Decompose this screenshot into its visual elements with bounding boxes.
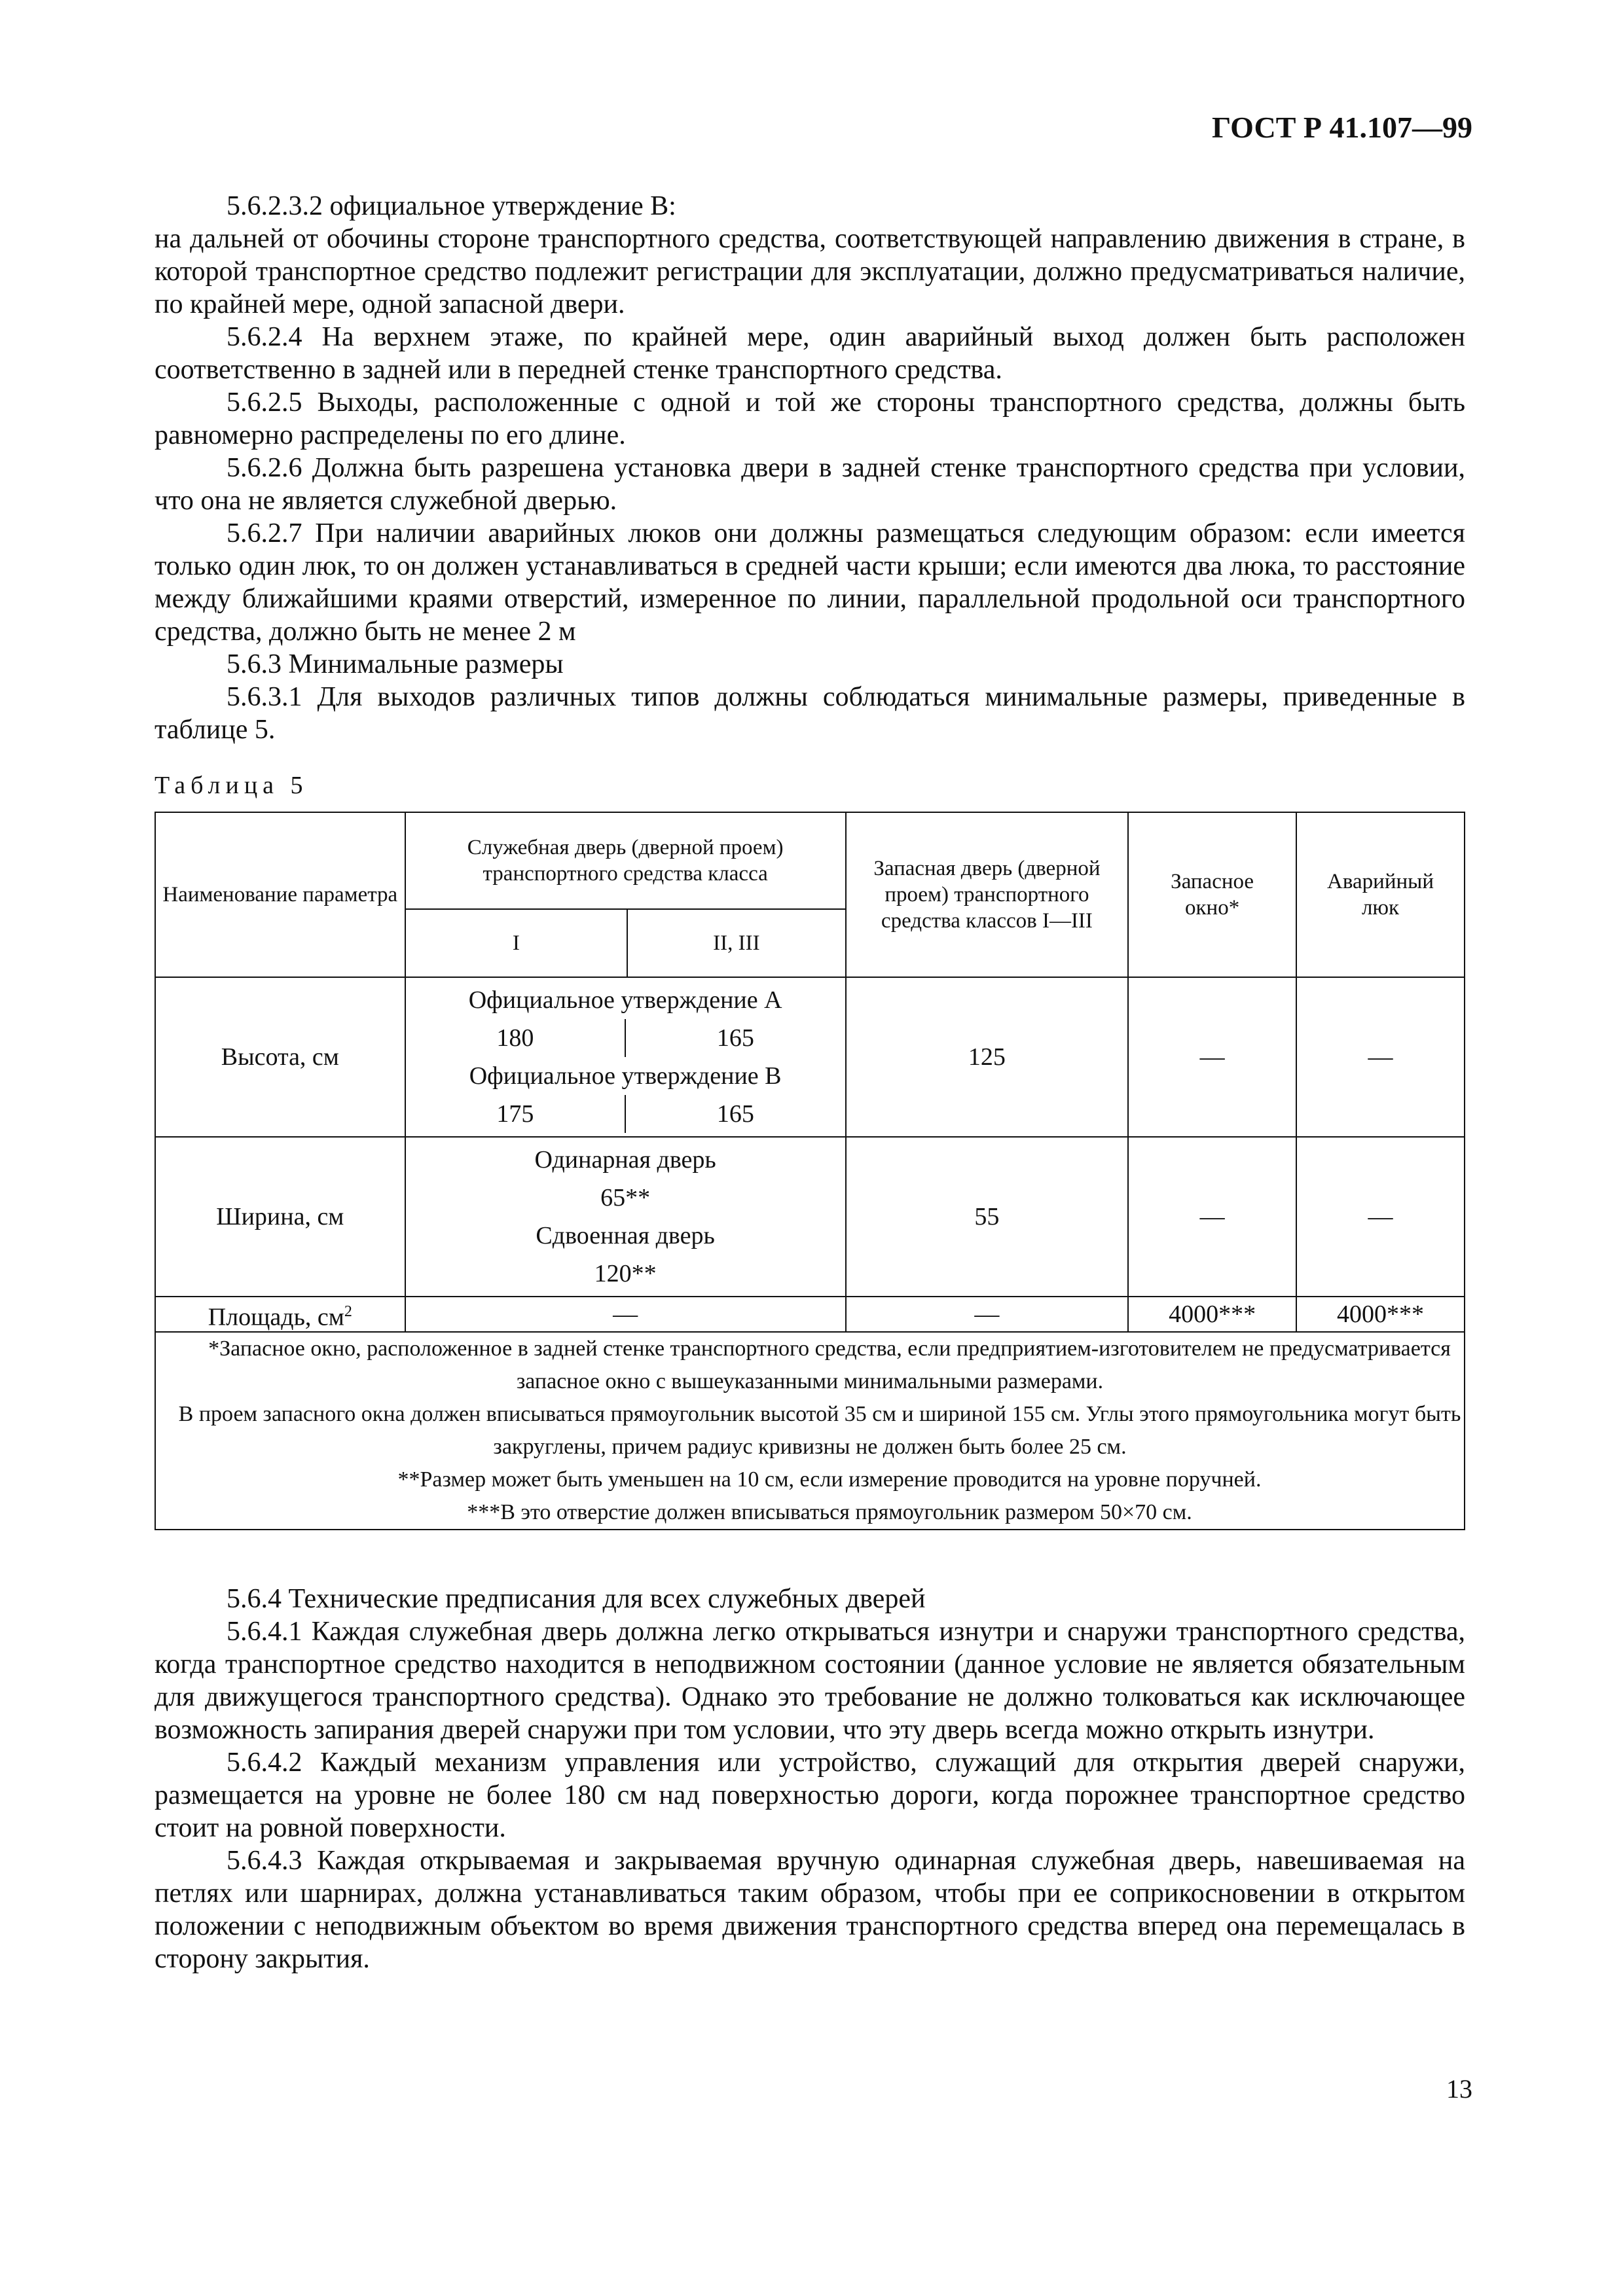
header-service-door: Служебная дверь (дверной проем) транспортного средства класса <box>405 812 846 909</box>
width-spare-door: 55 <box>846 1137 1129 1297</box>
width-service-values <box>405 1137 846 1297</box>
section-heading: 5.6.3 Минимальные размеры <box>227 649 564 679</box>
area-hatch: 4000*** <box>1296 1297 1465 1332</box>
section-heading: 5.6.4 Технические предписания для всех служебных дверей <box>227 1584 926 1614</box>
width-spare-window: — <box>1128 1137 1296 1297</box>
header-spare-window: Запасное окно* <box>1128 812 1296 977</box>
double-door-label: Сдвоенная дверь <box>536 1222 715 1249</box>
page-number: 13 <box>1446 2074 1472 2104</box>
table-note: *Запасное окно, расположенное в задней стенке транспортного средства, если предприятием-изготовителем не предусматривается запасное окно с вышеуказанными минимальными размерами. <box>208 1336 1451 1393</box>
paragraph: 5.6.2.6 Должна быть разрешена установка двери в задней стенке транспортного средства при условии, что она не является служебной дверью. <box>155 453 1465 516</box>
paragraph: 5.6.3.1 Для выходов различных типов должны соблюдаться минимальные размеры, приведенные в таблице 5. <box>155 682 1465 745</box>
paragraph: 5.6.4.2 Каждый механизм управления или устройство, служащий для открытия дверей снаружи, размещается на уровне не более 180 см над поверхностью дороги, когда порожнее транспортное средство стоит на ровной поверхности. <box>155 1748 1465 1843</box>
header-param: Наименование параметра <box>155 812 405 977</box>
height-spare-door: 125 <box>846 977 1129 1137</box>
approval-b-label: Официальное утверждение В <box>469 1062 782 1090</box>
double-door-value: 120** <box>594 1260 657 1287</box>
row-label-width: Ширина, см <box>155 1137 405 1297</box>
paragraph: 5.6.2.7 При наличии аварийных люков они должны размещаться следующим образом: если имеется только один люк, то он должен устанавливаться в средней части крыши; если имеются два люка, то расстояние между ближайшими краями отверстий, измеренное по линии, параллельной продольной оси транспортного средства, должно быть не менее 2 м <box>155 518 1465 647</box>
table-note: **Размер может быть уменьшен на 10 см, если измерение проводится на уровне поручней. <box>397 1467 1262 1492</box>
height-a-class-1: 180 <box>406 1019 627 1057</box>
approval-a-label: Официальное утверждение А <box>468 986 782 1014</box>
width-hatch: — <box>1296 1137 1465 1297</box>
row-label-area <box>155 1297 405 1332</box>
header-class-2-3: II, III <box>627 909 846 977</box>
paragraph: 5.6.4.3 Каждая открываемая и закрываемая вручную одинарная служебная дверь, навешиваемая на петлях или шарнирах, должна устанавливаться таким образом, чтобы при ее соприкосновении в открытом положении с неподвижным объектом во время движения транспортного средства вперед она перемещалась в сторону закрытия. <box>155 1846 1465 1974</box>
table-note: ***В это отверстие должен вписываться прямоугольник размером 50×70 см. <box>467 1500 1192 1524</box>
table-caption: Таблица 5 <box>155 772 308 799</box>
height-service-values <box>405 977 846 1137</box>
area-service: — <box>405 1297 846 1332</box>
header-spare-door: Запасная дверь (дверной проем) транспортного средства классов I—III <box>846 812 1129 977</box>
height-b-class-1: 175 <box>406 1095 627 1133</box>
row-label-height: Высота, см <box>155 977 405 1137</box>
area-label: Площадь, см <box>208 1303 344 1331</box>
table-notes <box>155 1332 1465 1530</box>
area-spare-window: 4000*** <box>1128 1297 1296 1332</box>
paragraph: на дальней от обочины стороне транспортного средства, соответствующей направлению движения в стране, в которой транспортное средство подлежит регистрации для эксплуатации, должно предусматриваться наличие, по крайней мере, одной запасной двери. <box>155 224 1465 319</box>
single-door-value: 65** <box>600 1184 651 1211</box>
height-a-class-2-3: 165 <box>716 1024 754 1052</box>
table-note: В проем запасного окна должен вписываться прямоугольник высотой 35 см и шириной 155 см. Углы этого прямоугольника могут быть закруглены, причем радиус кривизны не должен быть более 25 см. <box>178 1402 1461 1459</box>
single-door-label: Одинарная дверь <box>534 1146 716 1174</box>
approval-b-values <box>406 1095 845 1133</box>
body-text-top <box>155 190 1465 746</box>
header-hatch: Аварийный люк <box>1296 812 1465 977</box>
dimensions-table <box>155 812 1465 1530</box>
height-spare-window: — <box>1128 977 1296 1137</box>
area-spare-door: — <box>846 1297 1129 1332</box>
height-b-class-2-3: 165 <box>716 1100 754 1128</box>
paragraph: 5.6.2.5 Выходы, расположенные с одной и той же стороны транспортного средства, должны быть равномерно распределены по его длине. <box>155 387 1465 450</box>
paragraph: 5.6.2.4 На верхнем этаже, по крайней мере, один аварийный выход должен быть расположен соответственно в задней или в передней стенке транспортного средства. <box>155 322 1465 385</box>
header-class-1: I <box>405 909 628 977</box>
body-text-bottom <box>155 1583 1465 1975</box>
paragraph: 5.6.2.3.2 официальное утверждение В: <box>227 191 676 221</box>
area-label-sup: 2 <box>344 1302 352 1320</box>
paragraph: 5.6.4.1 Каждая служебная дверь должна легко открываться изнутри и снаружи транспортного средства, когда транспортное средство находится в неподвижном состоянии (данное условие не является обязательным для движущегося транспортного средства). Однако это требование не должно толковаться как исключающее возможность запирания дверей снаружи при том условии, что эту дверь всегда можно открыть изнутри. <box>155 1617 1465 1745</box>
height-hatch: — <box>1296 977 1465 1137</box>
approval-a-values <box>406 1019 845 1057</box>
document-header: ГОСТ Р 41.107—99 <box>1212 111 1472 144</box>
